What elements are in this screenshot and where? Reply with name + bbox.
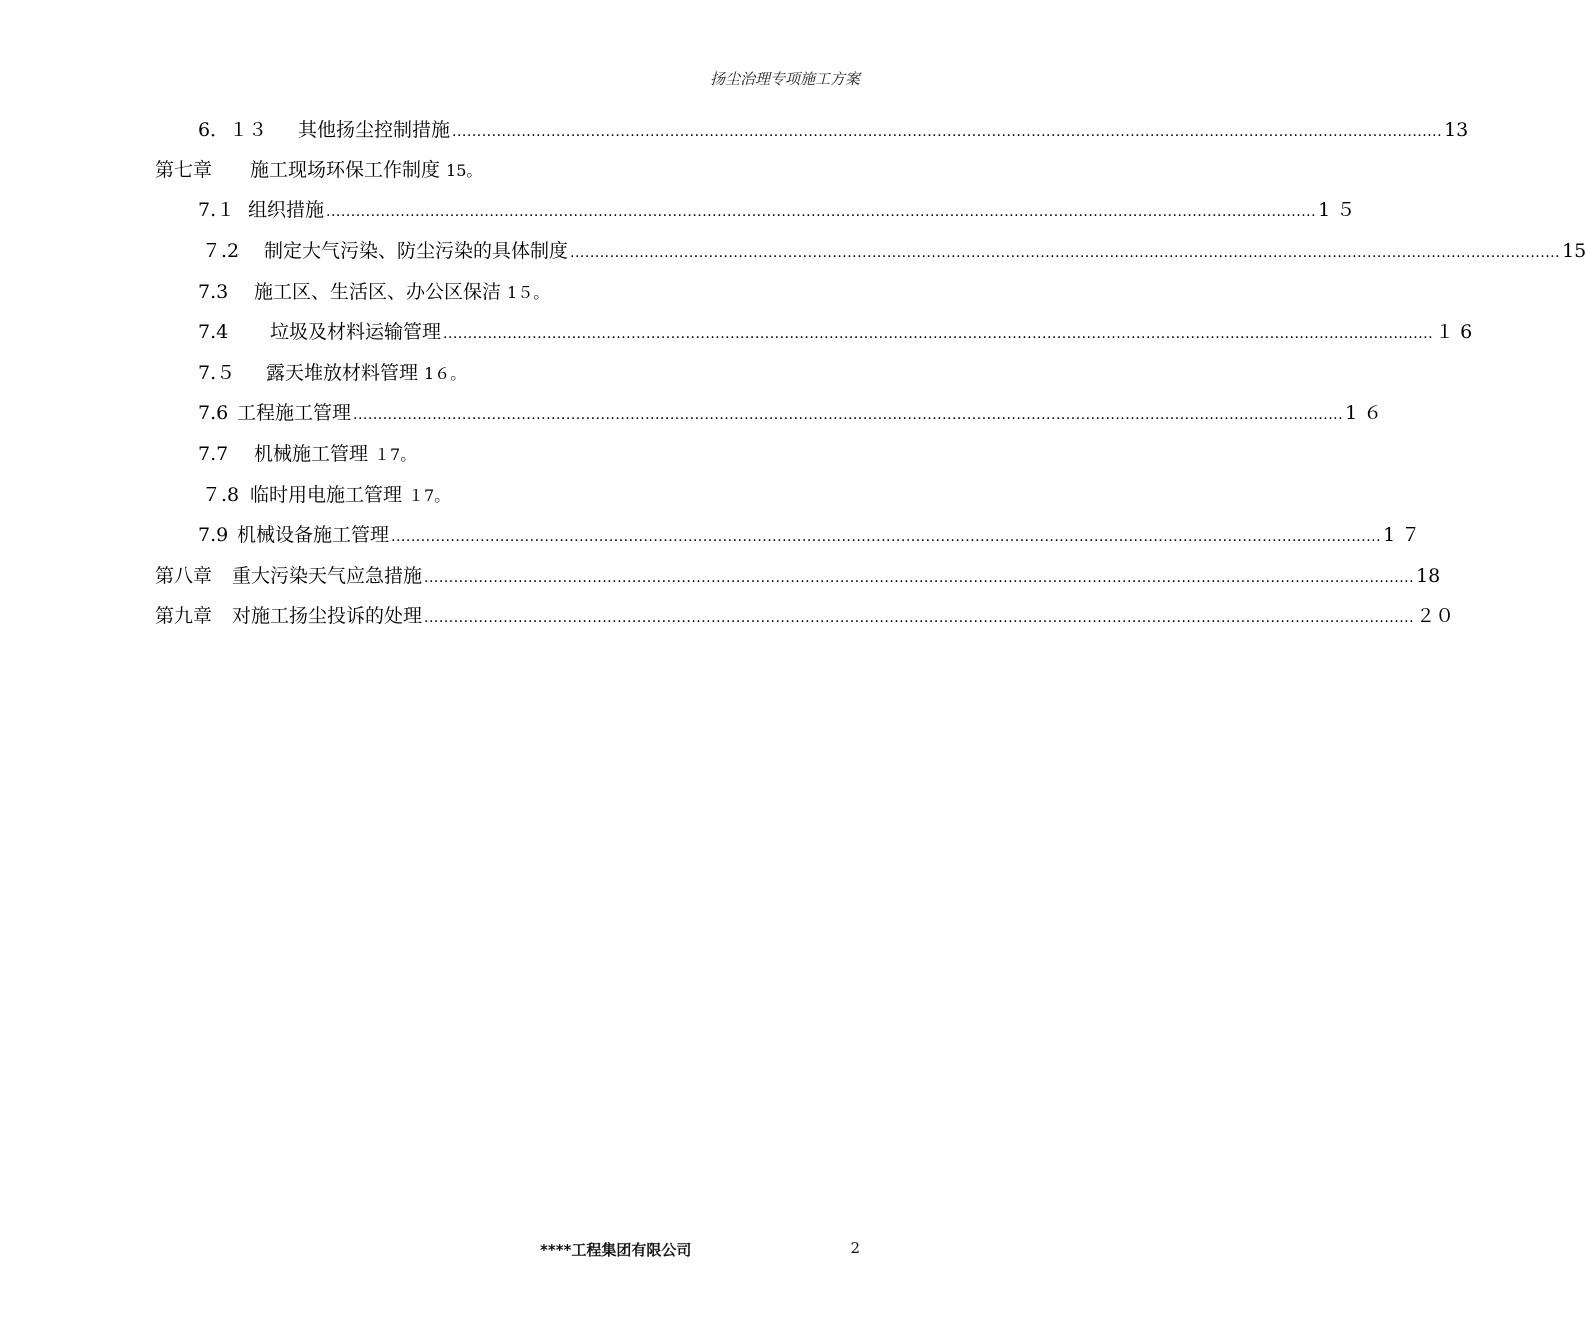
- toc-entry[interactable]: [198, 196, 1356, 224]
- toc-entry-number: 7.１: [198, 199, 236, 221]
- toc-entry[interactable]: [155, 562, 1441, 590]
- toc-entry-page: 15: [1562, 240, 1586, 262]
- toc-dot-leader: ........................................................................................................................................................................................................: [570, 245, 1561, 261]
- toc-entry-page: 1６。: [424, 364, 467, 383]
- toc-dot-leader: ........................................................................................................................................................................................................: [353, 407, 1344, 423]
- toc-entry-page: 1 ７: [1383, 524, 1421, 546]
- toc-entry-page: １7。: [408, 486, 451, 505]
- toc-entry-number: 7.５: [198, 362, 236, 384]
- toc-entry-title: 重大污染天气应急措施: [232, 565, 423, 587]
- toc-entry[interactable]: [202, 237, 1586, 265]
- toc-entry[interactable]: [198, 440, 416, 468]
- toc-entry-title: 组织措施: [248, 199, 325, 221]
- toc-entry-title: 施工现场环保工作制度: [250, 159, 441, 181]
- toc-entry-title: 制定大气污染、防尘污染的具体制度: [264, 240, 569, 262]
- toc-entry-number: ７.2: [202, 240, 240, 262]
- toc-entry-page: 15。: [446, 161, 483, 180]
- toc-dot-leader: ........................................................................................................................................................................................................: [424, 610, 1415, 626]
- toc-dot-leader: ........................................................................................................................................................................................................: [424, 570, 1415, 586]
- toc-entry-page: ２０: [1416, 605, 1455, 627]
- toc-entry-title: 机械设备施工管理: [237, 524, 390, 546]
- toc-entry-title: 其他扬尘控制措施: [298, 119, 451, 141]
- toc-entry-title: 机械施工管理: [254, 443, 369, 465]
- toc-entry-number: 7.6: [198, 402, 229, 424]
- toc-entry-page: 1５。: [507, 283, 550, 302]
- toc-entry-number: 6．１３: [198, 119, 268, 141]
- toc-entry-title: 施工区、生活区、办公区保洁: [254, 281, 502, 303]
- toc-entry[interactable]: [155, 602, 1455, 630]
- toc-dot-leader: ........................................................................................................................................................................................................: [326, 204, 1317, 220]
- toc-entry-number: ７.8: [202, 484, 240, 506]
- toc-entry-page: １ 6: [1435, 321, 1473, 343]
- toc-entry-page: 1 ６: [1345, 402, 1383, 424]
- toc-entry-title: 垃圾及材料运输管理: [270, 321, 442, 343]
- page-number: 2: [850, 1239, 860, 1257]
- toc-entry[interactable]: [202, 481, 450, 509]
- toc-entry-title: 露天堆放材料管理: [266, 362, 419, 384]
- toc-dot-leader: ........................................................................................................................................................................................................: [443, 326, 1434, 342]
- toc-entry-number: 第八章: [155, 565, 213, 587]
- toc-entry-number: 第九章: [155, 605, 213, 627]
- toc-entry[interactable]: [198, 399, 1383, 427]
- toc-entry-page: 13: [1444, 119, 1469, 141]
- toc-entry-number: 7.7: [198, 443, 229, 465]
- toc-entry-page: 18: [1416, 565, 1441, 587]
- toc-entry-number: 第七章: [155, 159, 213, 181]
- toc-entry-title: 工程施工管理: [237, 402, 352, 424]
- toc-entry-number: 7.9: [198, 524, 229, 546]
- toc-entry[interactable]: [198, 116, 1469, 144]
- footer-company: ****工程集团有限公司: [540, 1241, 692, 1259]
- toc-entry-number: 7.3: [198, 281, 229, 303]
- toc-entry-page: １7。: [374, 445, 417, 464]
- toc-entry-number: 7.4: [198, 321, 229, 343]
- toc-dot-leader: ........................................................................................................................................................................................................: [452, 124, 1443, 140]
- toc-entry[interactable]: [198, 318, 1473, 346]
- toc-entry[interactable]: [198, 278, 549, 306]
- toc-entry[interactable]: [198, 359, 466, 387]
- toc-entry-page: 1 ５: [1318, 199, 1356, 221]
- toc-entry-title: 对施工扬尘投诉的处理: [232, 605, 423, 627]
- toc-entry-title: 临时用电施工管理: [250, 484, 403, 506]
- toc-entry[interactable]: [155, 156, 482, 184]
- toc-entry[interactable]: [198, 521, 1421, 549]
- toc-dot-leader: ........................................................................................................................................................................................................: [391, 529, 1382, 545]
- running-header: 扬尘治理专项施工方案: [709, 70, 860, 88]
